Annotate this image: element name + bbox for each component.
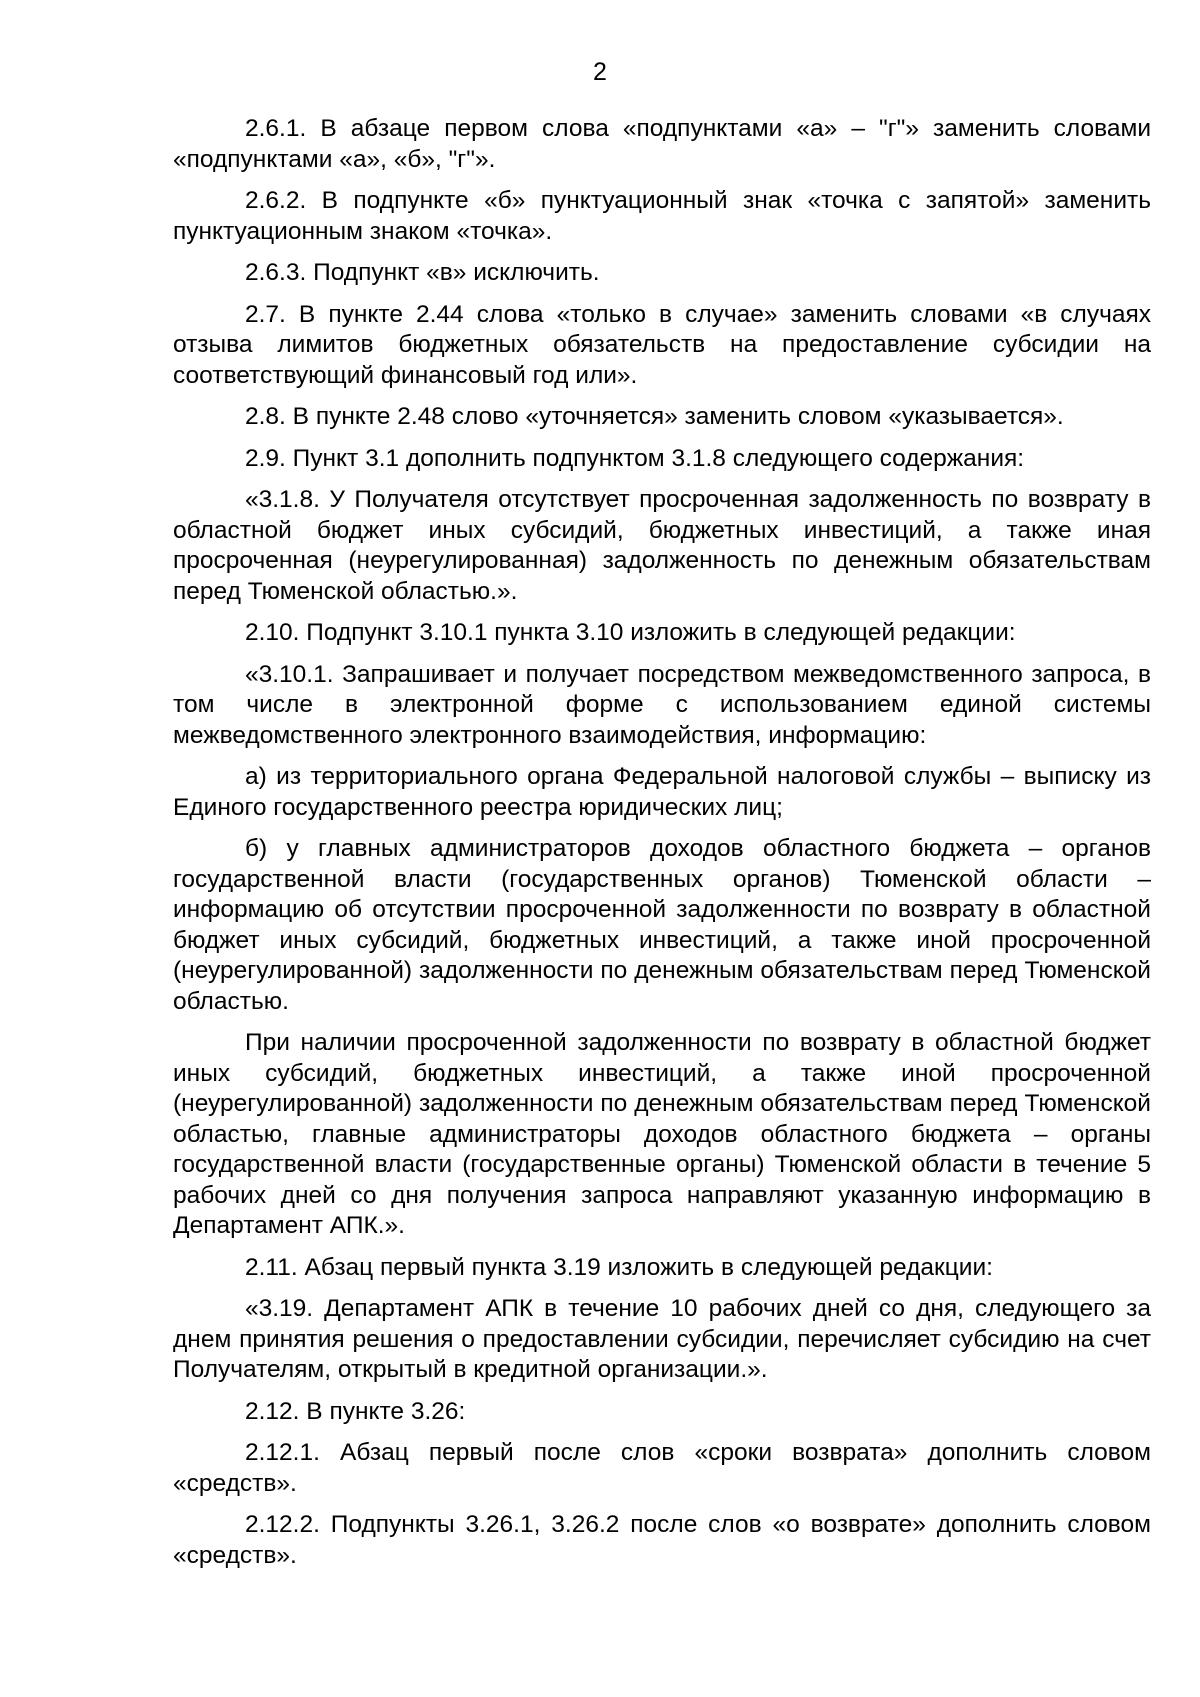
paragraph-2-7: 2.7. В пункте 2.44 слова «только в случае» заменить словами «в случаях отзыва лимитов бюджетных обязательств на предоставление субсидии на соответствующий финансовый год или». [173,300,1151,389]
paragraph-item-b: б) у главных администраторов доходов областного бюджета – органов государственной власти (государственных органов) Тюменской области – информацию об отсутствии просроченной задолженности по возврату в областной бюджет иных субсидий, бюджетных инвестиций, а также иной просроченной (неурегулированной) задолженности по денежным обязательствам перед Тюменской областью. [173,835,1151,1015]
paragraph-item-a: а) из территориального органа Федеральной налоговой службы – выписку из Единого государственного реестра юридических лиц; [173,763,1151,821]
paragraph-3-1-8-quote: «3.1.8. У Получателя отсутствует просроченная задолженность по возврату в областной бюджет иных субсидий, бюджетных инвестиций, а также иная просроченная (неурегулированная) задолженность по денежным обязательствам перед Тюменской областью.». [173,486,1151,605]
paragraph-2-12-1: 2.12.1. Абзац первый после слов «сроки возврата» дополнить словом «средств». [173,1439,1151,1497]
paragraph-2-12: 2.12. В пункте 3.26: [245,1397,466,1425]
paragraph-overdue-debt: При наличии просроченной задолженности по возврату в областной бюджет иных субсидий, бюджетных инвестиций, а также иной просроченной (неурегулированной) задолженности по денежным обязательствам перед Тюменской областью, главные администраторы доходов областного бюджета – органы государственной власти (государственные органы) Тюменской области в течение 5 рабочих дней со дня получения запроса направляют указанную информацию в Департамент АПК.». [173,1029,1151,1239]
paragraph-2-8: 2.8. В пункте 2.48 слово «уточняется» заменить словом «указывается». [245,403,1064,430]
paragraph-2-6-1: 2.6.1. В абзаце первом слова «подпунктами «а» – "г"» заменить словами «подпунктами «а», «б», "г"». [173,115,1151,173]
paragraph-3-10-1-quote: «3.10.1. Запрашивает и получает посредством межведомственного запроса, в том числе в электронной форме с использованием единой системы межведомственного электронного взаимодействия, информацию: [173,660,1151,749]
page-number: 2 [593,58,607,86]
document-body [173,114,1151,1582]
paragraph-3-19-quote: «3.19. Департамент АПК в течение 10 рабочих дней со дня, следующего за днем принятия решения о предоставлении субсидии, перечисляет субсидию на счет Получателям, открытый в кредитной организации.». [173,1295,1151,1383]
paragraph-2-11: 2.11. Абзац первый пункта 3.19 изложить в следующей редакции: [245,1253,993,1281]
paragraph-2-6-2: 2.6.2. В подпункте «б» пунктуационный знак «точка с запятой» заменить пунктуационным знаком «точка». [173,187,1151,245]
paragraph-2-12-2: 2.12.2. Подпункты 3.26.1, 3.26.2 после слов «о возврате» дополнить словом «средств». [173,1511,1151,1569]
paragraph-2-9: 2.9. Пункт 3.1 дополнить подпунктом 3.1.8 следующего содержания: [245,444,1025,472]
paragraph-2-6-3: 2.6.3. Подпункт «в» исключить. [245,259,600,286]
paragraph-2-10: 2.10. Подпункт 3.10.1 пункта 3.10 изложить в следующей редакции: [245,619,1016,646]
